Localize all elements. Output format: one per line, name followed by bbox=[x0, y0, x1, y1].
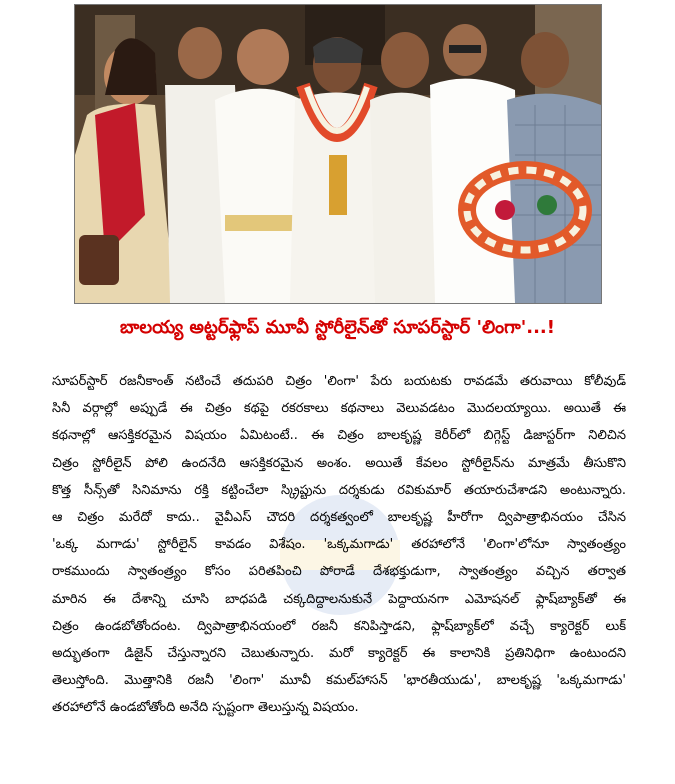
article-line: తరహాలోనే ఉండబోతోంది అనేది స్పష్టంగా తెలుస్తున్న విషయం. bbox=[52, 700, 359, 716]
group-photo-icon bbox=[75, 5, 601, 303]
article-line: తెలుస్తోంది. మొత్తానికి రజనీ 'లింగా' మూవీ కమల్‌హాసన్ 'భారతీయుడు', బాలకృష్ణ 'ఒక్కమగాడు' bbox=[52, 673, 626, 689]
article-line: మారిన ఈ దేశాన్ని చూసి బాధపడి చక్కదిద్దాలనుకునే పెద్దాయనగా ఎమోషనల్ ఫ్లాష్‌బ్యాక్‌తో ఈ bbox=[52, 591, 626, 607]
article-line: చిత్రం ఉండబోతోందంట. ద్విపాత్రాభినయంలో రజనీ కనిపిస్తాడని, ఫ్లాష్‌బ్యాక్‌లో వచ్చే క్యారెక్టర్ లుక్ bbox=[52, 618, 626, 634]
article-line: 'ఒక్క మగాడు' స్టోరీలైన్ కావడం విశేషం. 'ఒక్కమగాడు' తరహాలోనే 'లింగా'లోనూ స్వాతంత్ర్యం bbox=[52, 537, 626, 553]
article-line: రాకముందు స్వాతంత్ర్యం కోసం పరితపించి పోరాడే దేశభక్తుడుగా, స్వాతంత్ర్యం వచ్చిన తర్వాత bbox=[52, 564, 626, 580]
article-line: అద్భుతంగా డిజైన్ చేస్తున్నారని చెబుతున్నారు. మరో క్యారెక్టర్ ఈ కాలానికి ప్రతినిధిగా ఉంటుందని bbox=[52, 646, 626, 662]
article-body bbox=[52, 368, 626, 722]
article-line: సూపర్‌స్టార్ రజనీకాంత్ నటించే తదుపరి చిత్రం 'లింగా' పేరు బయటకు రావడమే తరువాయి కోలీవుడ్ bbox=[52, 374, 626, 389]
news-photo bbox=[74, 4, 602, 304]
article-line: ఆ చిత్రం మరేదో కాదు.. వైవీఎస్ చౌదరి దర్శకత్వంలో బాలకృష్ణ హీరోగా ద్విపాత్రాభినయం చేసిన bbox=[52, 510, 626, 526]
headline: బాలయ్య అట్టర్‌ఫ్లాప్ మూవీ స్టోరీలైన్‌తో సూపర్‌స్టార్ 'లింగా'...! bbox=[120, 317, 555, 338]
article-line: కొత్త సీన్స్‌తో సినిమాను రక్తి కట్టించేలా స్క్రిప్టును దర్శకుడు రవికుమార్ తయారుచేశాడని అంటున్నారు. bbox=[52, 482, 626, 498]
article-line: కథనాల్లో ఆసక్తికరమైన విషయం ఏమిటంటే.. ఈ చిత్రం బాలకృష్ణ కెరీర్‌లో బిగ్గెస్ట్ డిజాస్టర్‌గా నిలిచిన bbox=[52, 428, 626, 444]
article-line: చిత్రం స్టోరీలైన్ పోలి ఉందనేది ఆసక్తికరమైన అంశం. అయితే కేవలం స్టోరీలైన్‌ను మాత్రమే తీసుకొని bbox=[52, 455, 626, 471]
article-line: సినీ వర్గాల్లో అప్పుడే ఈ చిత్రం కథపై రకరకాలు కథనాలు వెలువడటం మొదలయ్యాయి. అయితే ఈ bbox=[52, 401, 626, 417]
